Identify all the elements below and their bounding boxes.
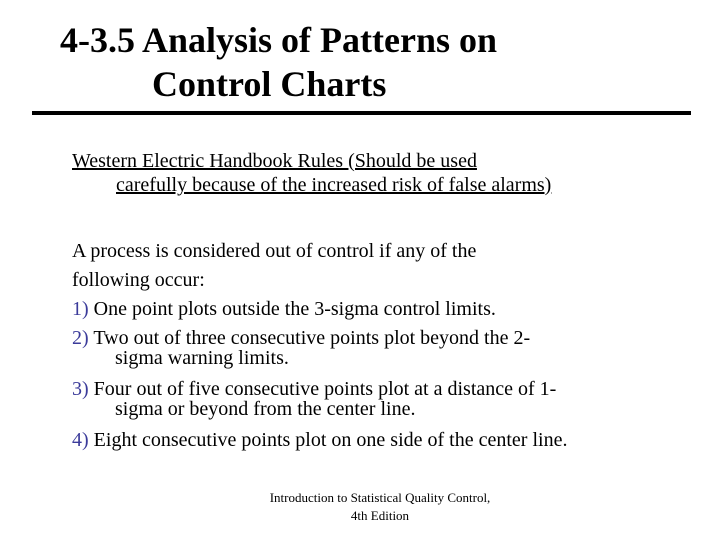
rule-number: 1) [72,298,89,320]
title-divider [32,111,691,115]
footer-line-2: 4th Edition [350,508,410,523]
rule-number: 4) [72,429,89,451]
intro-line-1: A process is considered out of control if any of the [72,240,477,262]
rule-text: Eight consecutive points plot on one side of the center line. [93,429,568,451]
subtitle-line-1: Western Electric Handbook Rules (Should be used [72,150,477,172]
intro-line-2: following occur: [72,269,205,291]
slide-title-line-2: Control Charts [152,64,387,104]
subtitle-line-2: carefully because of the increased risk of false alarms) [116,174,552,196]
rule-number: 3) [72,378,89,400]
rule-text-continued: sigma warning limits. [115,347,289,369]
rule-item-2 [72,324,702,369]
slide-body [72,237,702,455]
rule-text: Two out of three consecutive points plot beyond the 2- [93,327,531,349]
rule-number: 2) [72,327,89,349]
slide-title [60,18,680,106]
footer-line-1: Introduction to Statistical Quality Control, [269,490,491,505]
slide-title-line-1: 4-3.5 Analysis of Patterns on [60,20,498,60]
slide-footer [230,489,530,525]
rule-text: One point plots outside the 3-sigma control limits. [93,298,496,320]
rule-text-continued: sigma or beyond from the center line. [115,398,416,420]
rule-text: Four out of five consecutive points plot at a distance of 1- [93,378,557,400]
rule-item-4 [72,426,702,455]
rule-item-1 [72,295,702,324]
rule-item-3 [72,375,702,420]
slide-subtitle [72,149,682,197]
